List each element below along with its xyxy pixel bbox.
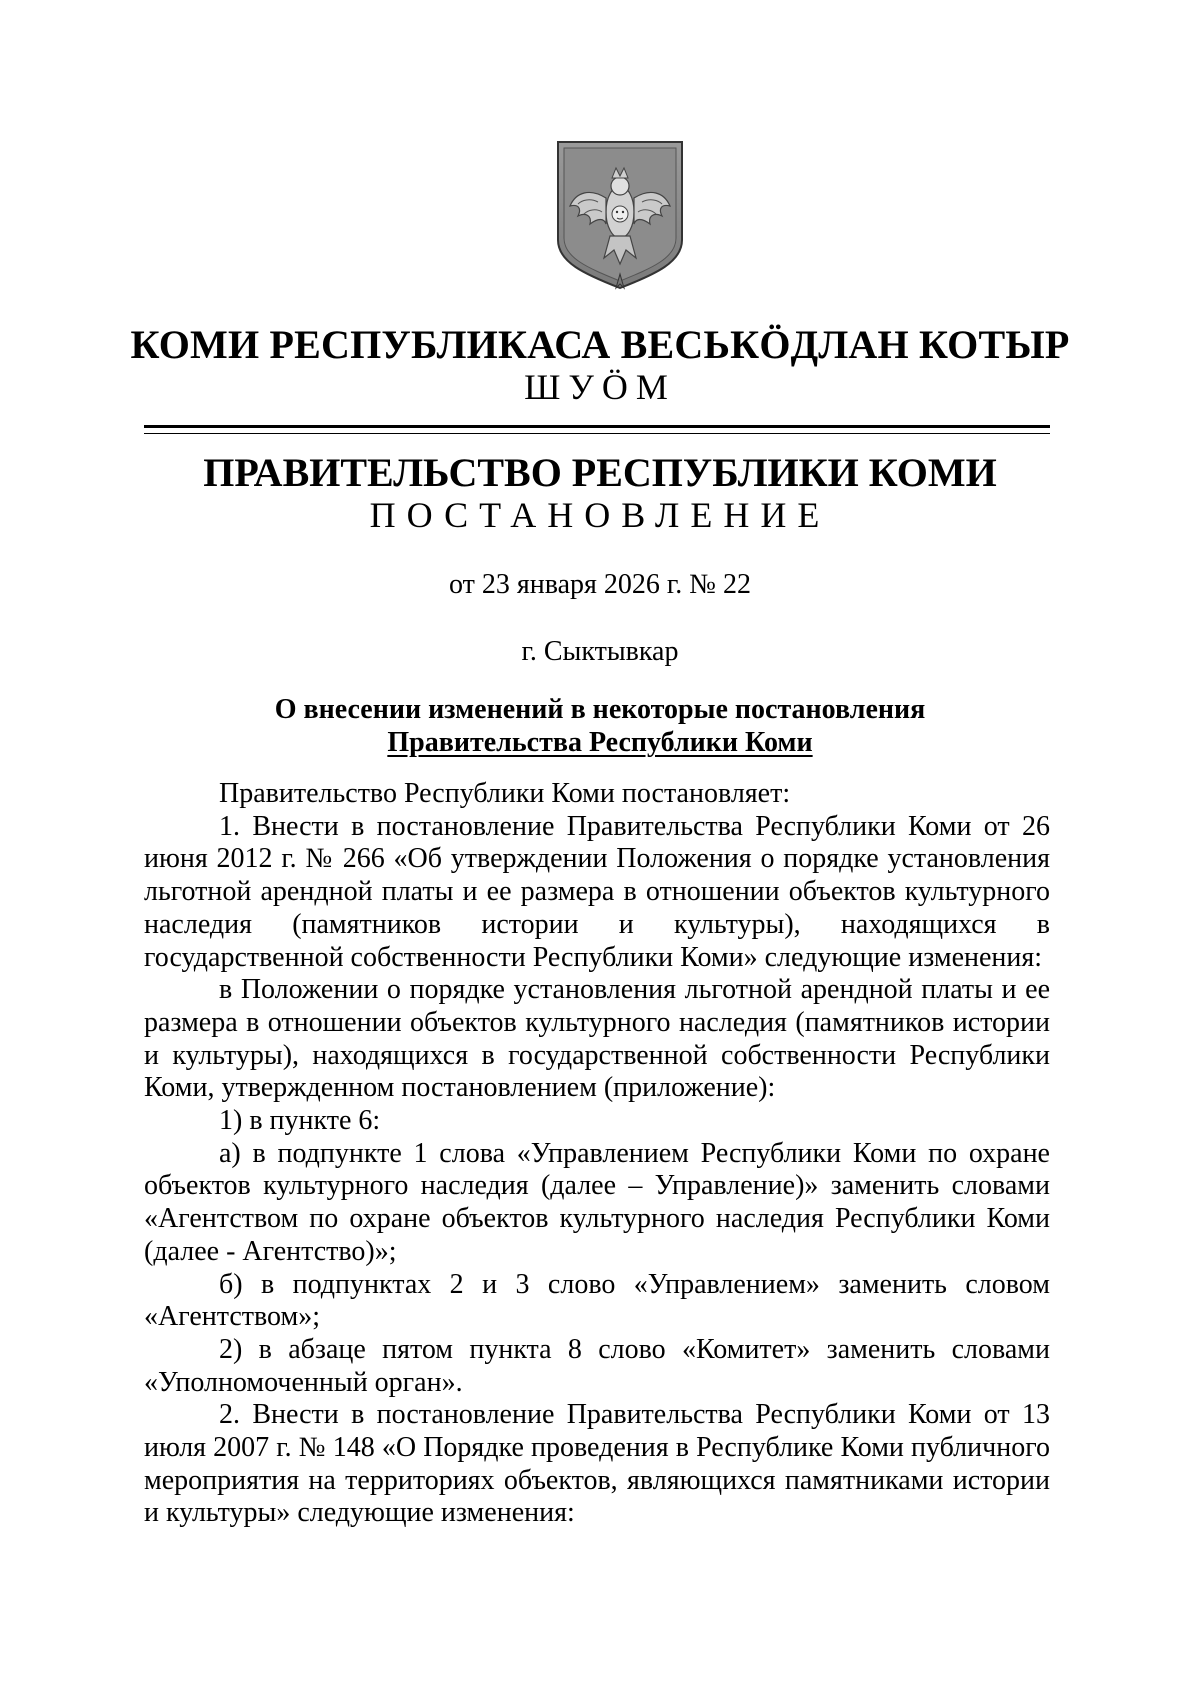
document-title <box>0 693 1200 759</box>
paragraph: Правительство Республики Коми постановляет: <box>219 778 791 809</box>
komi-document-type: ШУӦМ <box>524 367 676 407</box>
paragraph: 1) в пункте 6: <box>219 1105 381 1137</box>
document-city: г. Сыктывкар <box>521 636 679 667</box>
document-body <box>144 778 1050 1530</box>
paragraph: 1. Внести в постановление Правительства Республики Коми от 26 июня 2012 г. № 266 «Об утверждении Положения о порядке установления льготной арендной платы и ее размера в отношении объектов культурного наследия (памятников истории и культуры), находящихся в государственной собственности Республики Коми» следующие изменения: <box>144 810 1050 973</box>
document-title-line-1: О внесении изменений в некоторые постановления <box>274 694 926 725</box>
document-date-number: от 23 января 2026 г. № 22 <box>449 569 751 600</box>
header-divider-thick <box>144 425 1050 428</box>
paragraph: 2. Внести в постановление Правительства Республики Коми от 13 июля 2007 г. № 148 «О Порядке проведения в Республике Коми публичного мероприятия на территориях объектов, являющихся памятниками истории и культуры» следующие изменения: <box>144 1399 1050 1529</box>
paragraph: 2) в абзаце пятом пункта 8 слово «Комитет» заменить словами «Уполномоченный орган». <box>144 1333 1050 1398</box>
paragraph: а) в подпункте 1 слова «Управлением Республики Коми по охране объектов культурного наследия (далее – Управление)» заменить словами «Агентством по охране объектов культурного наследия Республики Коми (далее - Агентство)»; <box>144 1137 1050 1267</box>
document-type: ПОСТАНОВЛЕНИЕ <box>369 495 831 535</box>
paragraph: в Положении о порядке установления льготной арендной платы и ее размера в отношении объектов культурного наследия (памятников истории и культуры), находящихся в государственной собственности Республики Коми, утвержденном постановлением (приложение): <box>144 974 1050 1104</box>
header-divider-thin <box>144 433 1050 434</box>
government-title: ПРАВИТЕЛЬСТВО РЕСПУБЛИКИ КОМИ <box>203 450 997 495</box>
paragraph: б) в подпунктах 2 и 3 слово «Управлением» заменить словом «Агентством»; <box>144 1268 1050 1333</box>
document-title-line-2: Правительства Республики Коми <box>387 727 813 758</box>
coat-of-arms-emblem <box>556 140 684 290</box>
komi-government-title: КОМИ РЕСПУБЛИКАСА ВЕСЬКӦДЛАН КОТЫР <box>130 322 1070 367</box>
